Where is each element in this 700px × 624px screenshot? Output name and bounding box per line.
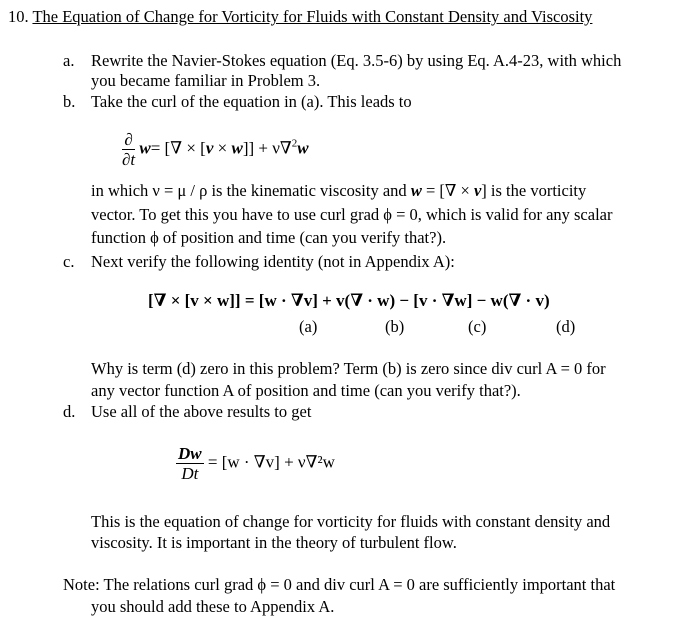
part-b-line4: function ϕ of position and time (can you verify that?). [91, 228, 447, 247]
part-a-line2: you became familiar in Problem 3. [91, 71, 321, 90]
part-b-line2-text: = [∇ × [421, 181, 474, 200]
problem-title [8, 6, 592, 27]
part-a-line1: Rewrite the Navier-Stokes equation (Eq. 3.5-6) by using Eq. A.4-23, with which [91, 51, 622, 70]
part-b-line2-text: in which ν = μ / ρ is the kinematic viscosity and [91, 181, 411, 200]
term-a-label: (a) [299, 317, 318, 336]
eq-term: = [∇ × [ [150, 138, 206, 158]
eq-term: v [205, 138, 214, 158]
eq-term: ]] + ν∇ [242, 138, 292, 158]
equation-rhs: = [w · ∇v] + ν∇²w [207, 452, 335, 472]
note-line2: you should add these to Appendix A. [91, 597, 335, 616]
eq-superscript: 2 [291, 137, 298, 150]
part-b-line2-text: w [410, 181, 422, 200]
part-d-line3: viscosity. It is important in the theory of turbulent flow. [91, 533, 457, 552]
vector-identity: [∇ × [v × w]] = [w · ∇v] + v(∇ · w) − [v · ∇w] − w(∇ · v) [148, 291, 550, 310]
part-b-line1: Take the curl of the equation in (a). This leads to [91, 92, 412, 111]
term-c-label: (c) [468, 317, 487, 336]
part-b-line2 [91, 180, 586, 201]
part-c-line3: any vector function A of position and time (can you verify that?). [91, 381, 521, 400]
part-b-line3: vector. To get this you have to use curl grad ϕ = 0, which is valid for any scalar [91, 205, 613, 224]
term-d-label: (d) [556, 317, 576, 336]
note-line1: Note: The relations curl grad ϕ = 0 and div curl A = 0 are sufficiently important that [63, 575, 616, 594]
partial-derivative-fraction [122, 130, 135, 169]
fraction-denominator: ∂t [122, 150, 136, 169]
fraction-denominator: Dt [181, 464, 199, 483]
part-b-line2-text: ] is the vorticity [481, 181, 587, 200]
fraction-numerator: Dw [178, 444, 202, 463]
part-d-line1: Use all of the above results to get [91, 402, 312, 421]
problem-title-text: The Equation of Change for Vorticity for Fluids with Constant Density and Viscosity [32, 7, 593, 26]
part-a-label: a. [63, 51, 75, 70]
part-b-line2-text: v [473, 181, 482, 200]
fraction-numerator: ∂ [122, 130, 135, 150]
term-b-label: (b) [385, 317, 405, 336]
part-b-label: b. [63, 92, 76, 111]
part-c-line1: Next verify the following identity (not in Appendix A): [91, 252, 455, 271]
eq-term: w [231, 138, 243, 158]
eq-term: × [213, 138, 232, 158]
part-d-line2: This is the equation of change for vorticity for fluids with constant density and [91, 512, 611, 531]
material-derivative-fraction [176, 444, 204, 483]
part-c-label: c. [63, 252, 75, 271]
vorticity-equation [122, 130, 309, 169]
eq-term: w [297, 138, 309, 158]
part-d-label: d. [63, 402, 76, 421]
problem-number: 10. [8, 7, 29, 26]
eq-term: w [139, 138, 151, 158]
material-derivative-equation [176, 444, 335, 483]
part-c-line2: Why is term (d) zero in this problem? Term (b) is zero since div curl A = 0 for [91, 359, 606, 378]
